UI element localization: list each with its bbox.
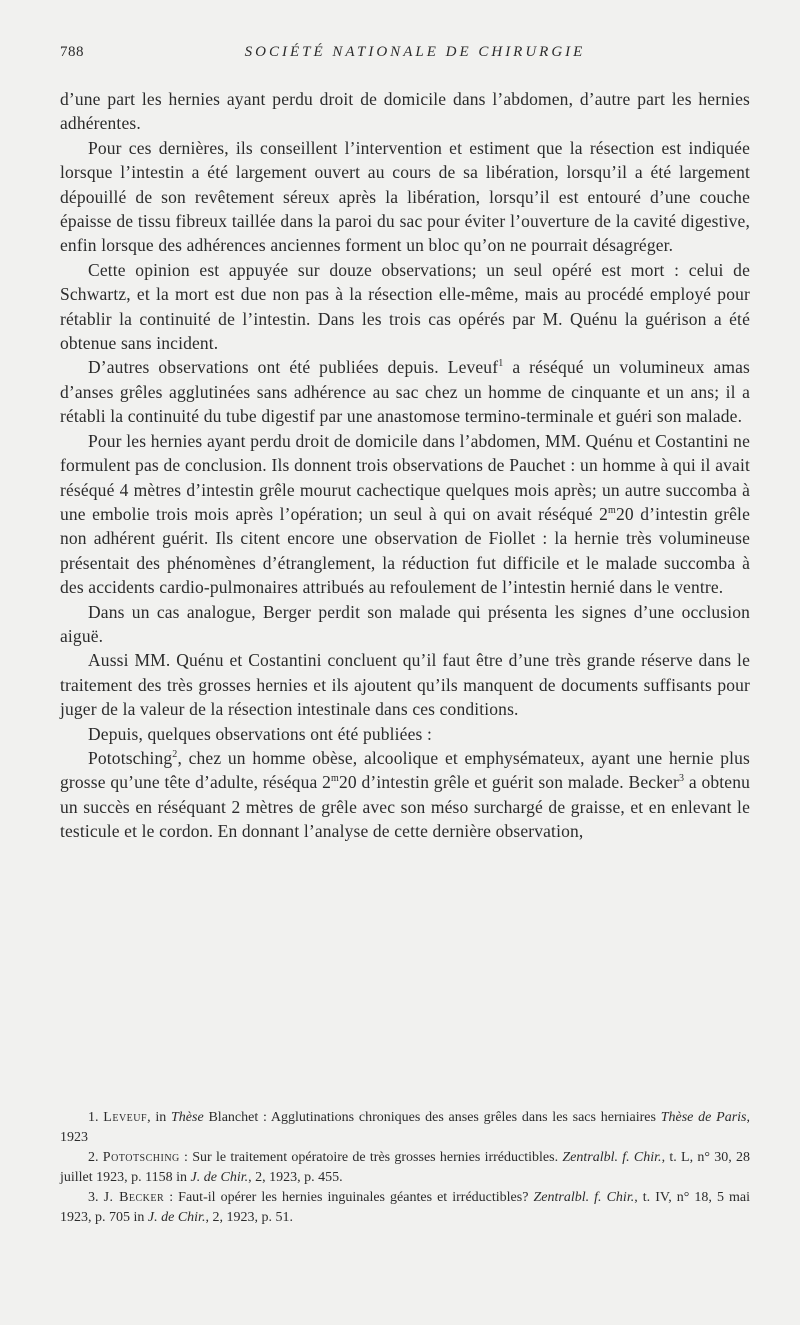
footnote-italic: J. de Chir. xyxy=(190,1170,249,1185)
paragraph xyxy=(60,746,750,844)
page-number: 788 xyxy=(60,44,84,60)
footnote-number: 2. xyxy=(88,1150,99,1165)
paragraph: Depuis, quelques observations ont été publiées : xyxy=(88,723,433,744)
footnote-text: , t. IV, n° 18, 5 mai 1923, p. 705 in xyxy=(60,1190,750,1225)
footnote-text: Blanchet : Agglutinations chroniques des anses grêles dans les sacs herniaires xyxy=(203,1110,661,1125)
footnote-author: Leveuf xyxy=(103,1110,148,1125)
footnotes xyxy=(60,1108,750,1228)
footnote-italic: Zentralbl. f. Chir. xyxy=(562,1150,662,1165)
footnote-italic: Thèse de Paris xyxy=(660,1110,747,1125)
footnote xyxy=(60,1148,750,1188)
footnote-text: , in xyxy=(147,1110,172,1125)
footnote-text: , t. L, n° 30, 28 juillet 1923, p. 1158 in xyxy=(60,1150,751,1185)
footnote-number: 1. xyxy=(88,1110,99,1125)
footnote-text: , 2, 1923, p. 455. xyxy=(248,1170,343,1185)
footnote-ref: 2 xyxy=(172,748,178,760)
footnote-italic: Zentralbl. f. Chir. xyxy=(533,1190,635,1205)
running-title: SOCIÉTÉ NATIONALE DE CHIRURGIE xyxy=(244,44,586,60)
paragraph: Aussi MM. Quénu et Costantini concluent qu’il faut être d’une très grande réserve dans le traitement des très grosses hernies et ils ajoutent qu’ils manquent de documents suffisants pour juger de la valeur de la résection intestinale dans ces conditions. xyxy=(60,650,750,720)
footnote-text: , 2, 1923, p. 51. xyxy=(205,1210,293,1225)
footnote-author: Pototsching xyxy=(102,1150,180,1165)
paragraph-text: , chez un homme obèse, alcoolique et emphysémateux, ayant une hernie plus grosse qu’une tête d’adulte, réséqua 2 xyxy=(60,747,750,793)
paragraph-text: Pototsching xyxy=(88,747,173,768)
paragraph xyxy=(60,355,750,428)
footnote-text: : Sur le traitement opératoire de très grosses hernies irréductibles. xyxy=(179,1150,563,1165)
paragraph-text: 20 d’intestin grêle et guérit son malade. Becker xyxy=(338,772,679,793)
paragraph-text: D’autres observations ont été publiées depuis. Leveuf xyxy=(88,357,499,378)
footnote-italic: Thèse xyxy=(171,1110,204,1125)
paragraph xyxy=(60,429,750,600)
page-header xyxy=(60,44,750,66)
paragraph-text: a obtenu un succès en réséquant 2 mètres de grêle avec son méso surchargé de graisse, et en enlevant le testicule et le cordon. En donnant l’analyse de cette dernière observation, xyxy=(60,772,751,842)
paragraph: d’une part les hernies ayant perdu droit de domicile dans l’abdomen, d’autre part les hernies adhérentes. xyxy=(60,89,750,134)
paragraph-text: a réséqué un volumineux amas d’anses grêles agglutinées sans adhérence au sac chez un homme de cinquante et un ans; il a rétabli la continuité du tube digestif par une anastomose termino-terminale et guéri son malade. xyxy=(60,357,751,427)
footnote-italic: J. de Chir. xyxy=(147,1210,206,1225)
unit-superscript: m xyxy=(608,504,616,516)
body-text xyxy=(60,87,750,844)
footnote xyxy=(60,1188,750,1228)
paragraph-text: Pour les hernies ayant perdu droit de domicile dans l’abdomen, MM. Quénu et Costantini ne formulent pas de conclusion. Ils donnent trois observations de Pauchet : un homme à qui il avait réséqué 4 mètres d’intestin grêle mourut cachectique quelques mois après; un autre succomba à une embolie trois mois après l’opération; un seul à qui on avait réséqué 2 xyxy=(60,430,750,524)
footnote-text: : Faut-il opérer les hernies inguinales géantes et irréductibles? xyxy=(164,1190,534,1205)
paragraph: Cette opinion est appuyée sur douze observations; un seul opéré est mort : celui de Schwartz, et la mort est due non pas à la résection elle-même, mais au procédé employé pour rétablir la continuité de l’intestin. Dans les trois cas opérés par M. Quénu la guérison a été obtenue sans incident. xyxy=(60,259,750,354)
footnote-author: J. Becker xyxy=(103,1190,165,1205)
unit-superscript: m xyxy=(331,773,339,785)
footnote-ref: 3 xyxy=(678,773,685,785)
paragraph: Dans un cas analogue, Berger perdit son malade qui présenta les signes d’une occlusion aiguë. xyxy=(60,601,750,646)
footnote-text: , 1923 xyxy=(60,1110,751,1145)
footnote xyxy=(60,1108,750,1148)
paragraph-text: 20 d’intestin grêle non adhérent guérit. Ils citent encore une observation de Fiollet : la hernie très volumineuse présentait des phénomènes d’étranglement, la réduction fut difficile et le malade succomba à des accidents cardio-pulmonaires attribués au refoulement de l’intestin hernié dans le ventre. xyxy=(60,503,750,598)
paragraph: Pour ces dernières, ils conseillent l’intervention et estiment que la résection est indiquée lorsque l’intestin a été largement ouvert au cours de sa libération, lorsqu’il a été largement dépouillé de son revêtement séreux après la libération, lorsqu’il est entouré d’une couche épaisse de tissu fibreux taillée dans la paroi du sac pour éviter l’ouverture de la cavité digestive, enfin lorsque des adhérences anciennes forment un bloc qu’on ne pourrait désagréger. xyxy=(60,137,750,256)
footnote-ref: 1 xyxy=(498,358,504,370)
footnote-number: 3. xyxy=(88,1190,99,1205)
